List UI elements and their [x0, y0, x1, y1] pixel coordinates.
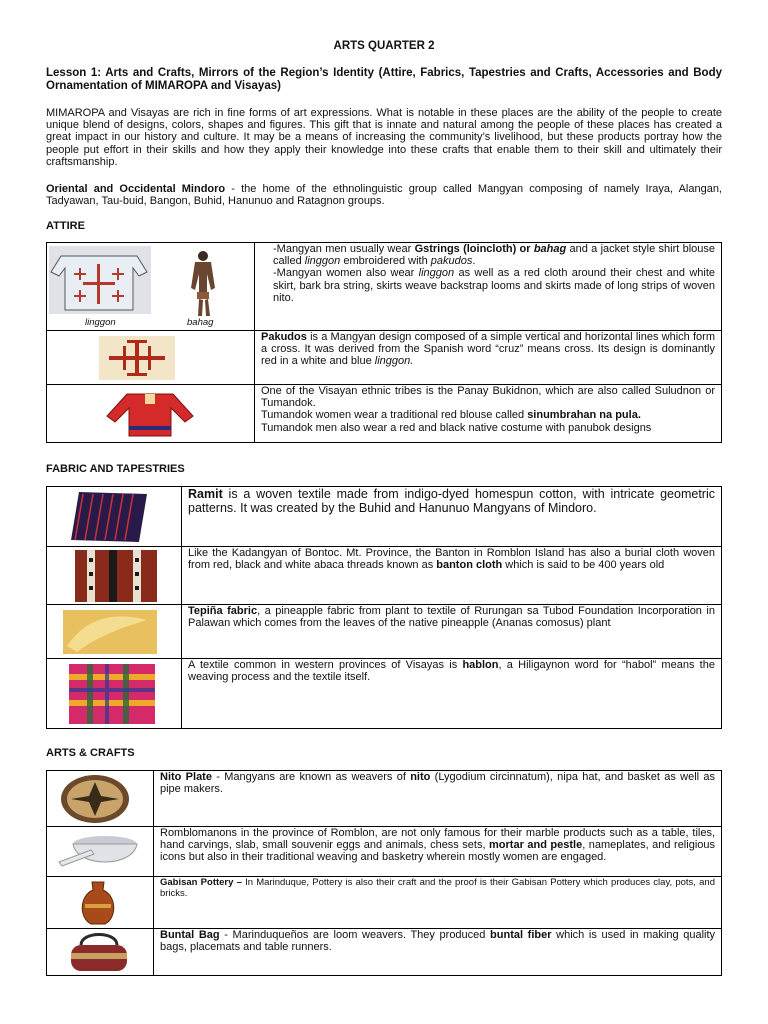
text-run: bahag — [533, 243, 567, 255]
mindoro-paragraph — [46, 183, 722, 207]
table-row — [47, 659, 722, 729]
crafts-table — [46, 770, 722, 976]
text-run: Tumandok women wear a traditional red blouse called — [261, 409, 528, 422]
table-row — [47, 877, 722, 929]
tepina-text — [182, 605, 722, 659]
mortar-image-cell — [47, 827, 154, 877]
text-run: nito — [410, 771, 431, 783]
linggon-bahag-image — [47, 244, 253, 330]
text-run: linggon — [418, 267, 455, 280]
text-run: mortar and pestle — [489, 839, 583, 852]
attire-heading: ATTIRE — [46, 220, 85, 232]
text-run: buntal fiber — [490, 929, 552, 941]
text-run: , a Hiligaynon word for “habol” means the weaving process and the textile itself. — [188, 659, 715, 684]
table-row — [47, 487, 722, 547]
text-run: is a Mangyan design composed of a simple vertical and horizontal lines which form a cross. It was derived from the Spanish word “cruz” means cross. Its design is dominantly red in a white and blue — [261, 331, 715, 368]
tepina-image-cell — [47, 605, 182, 659]
attire-image-cell — [47, 243, 255, 331]
text-run: A textile common in western provinces of Visayas is — [188, 659, 463, 671]
text-run: Like the Kadangyan of Bontoc. Mt. Province, the Banton in Romblon Island has also a burial cloth woven from red, black and white abaca threads known as — [188, 547, 715, 572]
text-run: embroidered with — [340, 255, 431, 268]
text-run: banton cloth — [436, 559, 503, 572]
pottery-text — [154, 877, 722, 929]
attire-table — [46, 242, 722, 443]
text-run: Buntal Bag — [160, 929, 220, 941]
text-run: sinumbrahan na pula. — [527, 409, 641, 422]
table-row — [47, 385, 722, 443]
text-run: , nameplates, and religious icons but also in their traditional weaving and basketry wherein mostly women are engaged. — [160, 839, 715, 864]
text-run: hablon — [462, 659, 499, 671]
caption-linggon: linggon — [85, 316, 116, 328]
nito-plate-text — [154, 771, 722, 827]
banton-cloth-image — [47, 548, 180, 604]
mindoro-text: - the home of the ethnolinguistic group called Mangyan composing of namely Iraya, Alangan, Tadyawan, Tau-buid, Bangon, Buhid, Hanunuo and Ratagnon groups. — [46, 183, 722, 208]
red-blouse-image — [47, 386, 253, 442]
fabric-heading: FABRIC AND TAPESTRIES — [46, 463, 185, 475]
hablon-text — [182, 659, 722, 729]
text-run: - Marinduqueños are loom weavers. They produced — [219, 929, 491, 941]
text-run: -Mangyan women also wear — [273, 267, 419, 280]
hablon-image — [47, 660, 180, 728]
ramit-image-cell — [47, 487, 182, 547]
buntal-bag-image-cell — [47, 929, 154, 976]
crafts-heading: ARTS & CRAFTS — [46, 747, 135, 759]
tumandok-text — [255, 385, 722, 443]
text-run: Gabisan Pottery – — [160, 877, 242, 888]
pottery-image-cell — [47, 877, 154, 929]
mortar-pestle-image — [47, 828, 152, 876]
mindoro-term: Oriental and Occidental Mindoro — [46, 183, 226, 195]
text-run: Nito Plate — [160, 771, 212, 783]
attire-row1-text — [255, 243, 722, 331]
ramit-image — [47, 488, 180, 546]
blouse-image-cell — [47, 385, 255, 443]
text-run: which is said to be 400 years old — [502, 559, 665, 572]
banton-text — [182, 547, 722, 605]
text-run: which is used in making quality bags, placemats and table runners. — [160, 929, 716, 954]
text-run: (Lygodium circinnatum), nipa hat, and basket as well as pipe makers. — [160, 771, 715, 796]
page-title: ARTS QUARTER 2 — [333, 40, 435, 52]
table-row — [47, 771, 722, 827]
table-row — [47, 827, 722, 877]
romblon-text — [154, 827, 722, 877]
text-run: Romblomanons in the province of Romblon, are not only famous for their marble products such as a table, tiles, hand carvings, slab, small souvenir eggs and animals, chess sets, — [160, 827, 715, 852]
buntal-bag-text — [154, 929, 722, 976]
text-run: as well as a red cloth around their chest and white skirt, bark bra string, skirts weave backstrap looms and skirts made of long strips of woven nito. — [273, 267, 715, 304]
text-run: One of the Visayan ethnic tribes is the Panay Bukidnon, which are also called Suludnon or Tumandok. — [261, 385, 715, 410]
gabisan-pottery-image — [47, 878, 152, 928]
text-run: pakudos — [430, 255, 473, 268]
text-run: , a pineapple fabric from plant to textile of Rurungan sa Tubod Foundation Incorporation in Palawan which comes from the leaves of the native pineapple (Ananas comosus) plant — [188, 605, 715, 630]
text-run: - Mangyans are known as weavers of — [211, 771, 411, 783]
pakudos-text — [255, 331, 722, 385]
hablon-image-cell — [47, 659, 182, 729]
tepina-fabric-image — [47, 606, 180, 658]
text-run: . — [472, 255, 476, 268]
table-row — [47, 547, 722, 605]
text-run: Tepiña fabric — [188, 605, 258, 617]
lesson-heading: Lesson 1: Arts and Crafts, Mirrors of the Region’s Identity (Attire, Fabrics, Tapestries and Crafts, Accessories and Body Ornamentation of MIMAROPA and Visayas) — [46, 67, 722, 92]
pakudos-image-cell — [47, 331, 255, 385]
text-run: linggon. — [374, 355, 414, 368]
ramit-text — [182, 487, 722, 547]
buntal-bag-image — [47, 929, 152, 975]
table-row — [47, 243, 722, 331]
banton-image-cell — [47, 547, 182, 605]
text-run: and a jacket style shirt blouse called — [273, 243, 715, 268]
fabric-table — [46, 486, 722, 729]
nito-plate-image-cell — [47, 771, 154, 827]
text-run: In Marinduque, Pottery is also their craft and the proof is their Gabisan Pottery which produces clay, pots, and bricks. — [160, 877, 715, 899]
text-run: Gstrings (loincloth) or — [414, 243, 534, 255]
caption-bahag: bahag — [187, 316, 214, 328]
table-row — [47, 605, 722, 659]
text-run: linggon — [304, 255, 341, 268]
text-run: is a woven textile made from indigo-dyed homespun cotton, with intricate geometric patterns. It was created by the Buhid and Hanunuo Mangyans of Mindoro. — [188, 487, 715, 515]
table-row — [47, 331, 722, 385]
intro-paragraph: MIMAROPA and Visayas are rich in fine forms of art expressions. What is notable in these places are the ability of the people to create unique blend of designs, colors, shapes and figures. This gift that is innate and natural among the people of these places has created a great impact in our history and culture. It may be a means of increasing the community’s livelihood, but these products portray how the people put effort in their skills and how they apply their knowledge into these crafts that enable them to their skill and ultimately their craftsmanship. — [46, 107, 722, 168]
text-run: -Mangyan men usually wear — [273, 243, 415, 255]
pakudos-image — [47, 332, 253, 384]
table-row — [47, 929, 722, 976]
text-run: Pakudos — [261, 331, 307, 343]
text-run: Tumandok men also wear a red and black native costume with panubok designs — [261, 421, 652, 434]
text-run: Ramit — [188, 487, 223, 501]
nito-plate-image — [47, 772, 152, 826]
